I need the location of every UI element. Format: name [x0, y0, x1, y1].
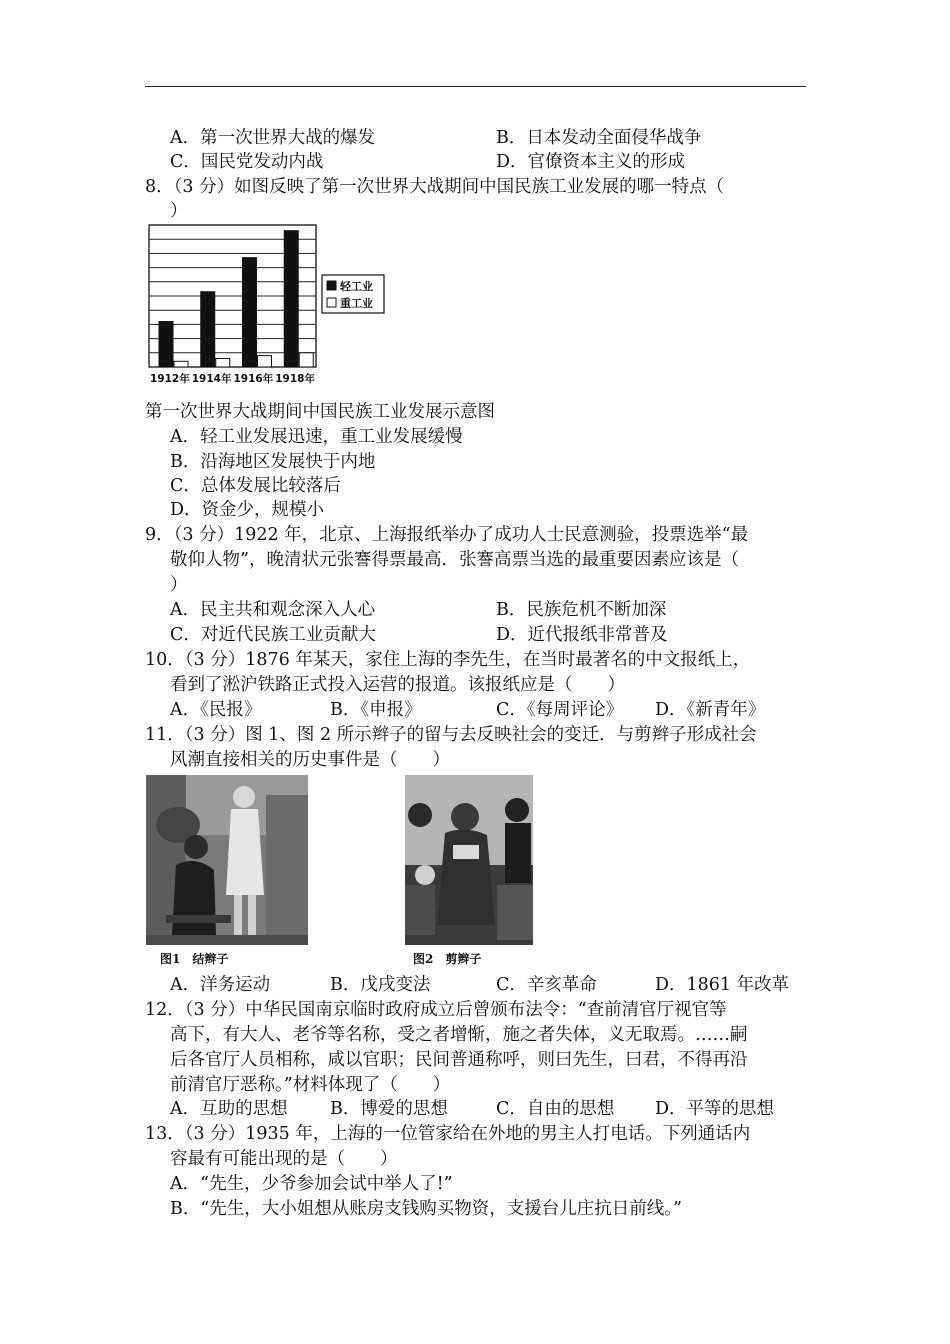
q9-stem-cont: 敬仰人物”，晚清状元张謇得票最高．张謇高票当选的最重要因素应该是（	[170, 550, 739, 570]
q10-option-d[interactable]: D．《新青年》	[655, 700, 766, 720]
q8-option-b[interactable]: B．沿海地区发展快于内地	[170, 452, 376, 472]
q7-option-b[interactable]: B．日本发动全面侵华战争	[496, 128, 702, 148]
legend-label: 重工业	[340, 297, 373, 310]
q9-option-c[interactable]: C．对近代民族工业贡献大	[170, 625, 376, 645]
figure2-photo	[405, 775, 533, 945]
chart-caption: 第一次世界大战期间中国民族工业发展示意图	[145, 402, 495, 422]
bar-heavy-0	[174, 361, 188, 367]
q9-option-d[interactable]: D．近代报纸非常普及	[496, 625, 668, 645]
x-tick-label: 1914年	[191, 373, 232, 385]
header-rule	[145, 86, 806, 87]
q7-option-d[interactable]: D．官僚资本主义的形成	[496, 152, 686, 172]
bar-light-0	[159, 322, 173, 367]
bar-light-1	[201, 292, 215, 367]
q7-option-a[interactable]: A．第一次世界大战的爆发	[170, 128, 376, 148]
q10-option-c[interactable]: C．《每周评论》	[496, 700, 624, 720]
q13-stem: 13．（3 分）1935 年，上海的一位管家给在外地的男主人打电话。下列通话内	[145, 1124, 751, 1144]
q11-stem: 11．（3 分）图 1、图 2 所示辫子的留与去反映社会的变迁．与剪辫子形成社会	[145, 725, 757, 745]
bar-heavy-1	[216, 358, 230, 367]
q13-stem-cont: 容最有可能出现的是（ ）	[170, 1149, 398, 1169]
q12-stem-line4: 前清官厅恶称。”材料体现了（ ）	[170, 1075, 451, 1095]
q9-stem: 9．（3 分）1922 年，北京、上海报纸举办了成功人士民意测验，投票选举“最	[145, 525, 749, 545]
q10-option-b[interactable]: B．《申报》	[330, 700, 422, 720]
q12-stem: 12．（3 分）中华民国南京临时政府成立后曾颁布法令：“查前清官厅视官等	[145, 1000, 727, 1020]
q11-option-d[interactable]: D．1861 年改革	[655, 975, 790, 995]
q10-stem: 10．（3 分）1876 年某天，家住上海的李先生，在当时最著名的中文报纸上，	[145, 650, 751, 670]
x-tick-label: 1912年	[150, 373, 190, 385]
q12-option-c[interactable]: C．自由的思想	[496, 1099, 615, 1119]
bar-light-2	[243, 258, 257, 367]
q12-option-b[interactable]: B．博爱的思想	[330, 1099, 448, 1119]
q11-option-a[interactable]: A．洋务运动	[170, 975, 271, 995]
figure2-caption: 图2 剪辫子	[413, 952, 482, 966]
q12-stem-line2: 高下，有大人、老爷等名称，受之者增惭，施之者失体，义无取焉。……嗣	[170, 1025, 748, 1045]
q11-option-b[interactable]: B．戊戌变法	[330, 975, 431, 995]
q11-stem-cont: 风潮直接相关的历史事件是（ ）	[170, 750, 450, 770]
q13-option-a[interactable]: A．“先生，少爷参加会试中举人了!”	[170, 1174, 453, 1194]
bar-heavy-3	[299, 353, 313, 367]
q8-stem-cont: ）	[170, 201, 188, 221]
bar-heavy-2	[258, 356, 272, 367]
q10-stem-cont: 看到了淞沪铁路正式投入运营的报道。该报纸应是（ ）	[170, 675, 625, 695]
q9-option-b[interactable]: B．民族危机不断加深	[496, 600, 667, 620]
q11-option-c[interactable]: C．辛亥革命	[496, 975, 597, 995]
q9-option-a[interactable]: A．民主共和观念深入人心	[170, 600, 376, 620]
x-tick-label: 1918年	[275, 373, 315, 385]
q13-option-b[interactable]: B．“先生，大小姐想从账房支钱购买物资，支援台儿庄抗日前线。”	[170, 1199, 683, 1219]
legend-swatch	[327, 281, 336, 290]
q8-option-d[interactable]: D．资金少，规模小	[170, 500, 325, 520]
q12-option-d[interactable]: D．平等的思想	[655, 1099, 775, 1119]
q12-stem-line3: 后各官厅人员相称，咸以官职；民间普通称呼，则曰先生，曰君，不得再沿	[170, 1050, 748, 1070]
q12-option-a[interactable]: A．互助的思想	[170, 1099, 288, 1119]
bar-light-3	[284, 231, 298, 367]
legend-swatch	[327, 298, 336, 307]
q8-stem: 8．（3 分）如图反映了第一次世界大战期间中国民族工业发展的哪一特点（	[145, 177, 725, 197]
q8-option-c[interactable]: C．总体发展比较落后	[170, 476, 341, 496]
industry-bar-chart	[146, 222, 396, 387]
q10-option-a[interactable]: A．《民报》	[170, 700, 262, 720]
legend-label: 轻工业	[340, 280, 373, 293]
figure1-caption: 图1 结辫子	[160, 952, 229, 966]
x-tick-label: 1916年	[233, 373, 274, 385]
q8-option-a[interactable]: A．轻工业发展迅速，重工业发展缓慢	[170, 427, 463, 447]
q7-option-c[interactable]: C．国民党发动内战	[170, 152, 324, 172]
q9-stem-end: ）	[170, 575, 188, 595]
figure1-photo	[146, 775, 308, 945]
